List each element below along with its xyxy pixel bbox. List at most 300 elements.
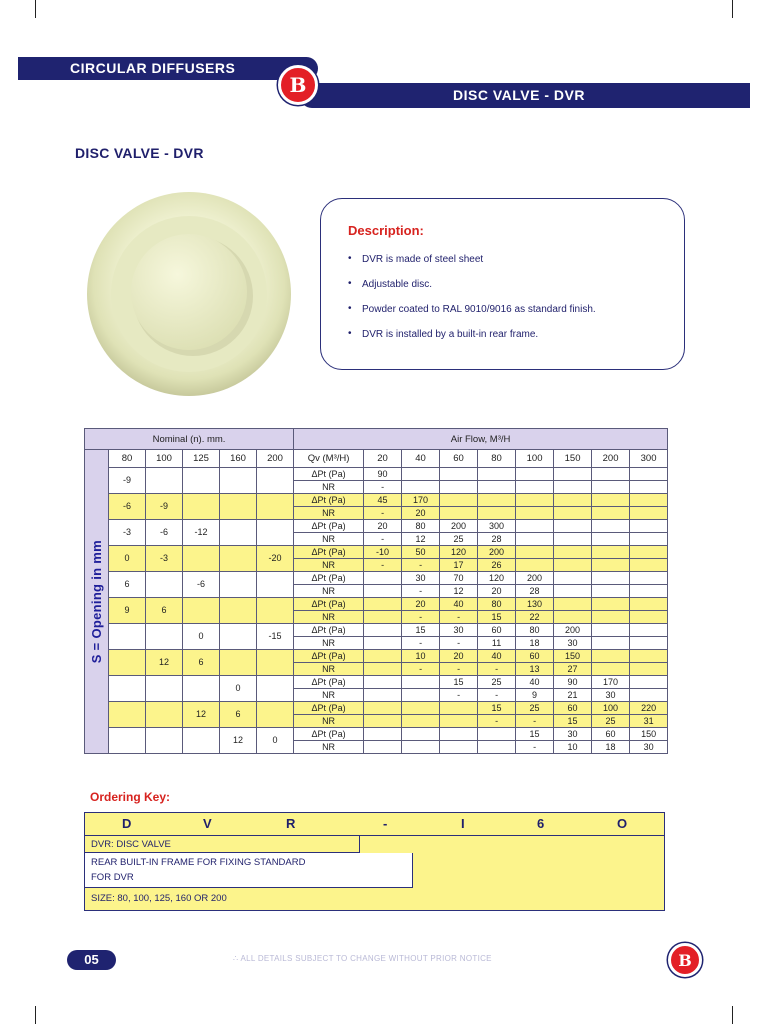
- nr-value: [630, 663, 668, 676]
- nr-value: -: [440, 689, 478, 702]
- dp-value: 170: [592, 676, 630, 689]
- dp-value: [440, 468, 478, 481]
- opening-cell: [183, 728, 220, 754]
- opening-cell: -6: [183, 572, 220, 598]
- nr-label: NR: [294, 559, 364, 572]
- ordering-line: SIZE: 80, 100, 125, 160 OR 200: [91, 893, 227, 904]
- dp-value: 50: [402, 546, 440, 559]
- nr-value: [478, 507, 516, 520]
- dp-label: ΔPt (Pa): [294, 624, 364, 637]
- nr-value: 20: [402, 507, 440, 520]
- flow-header: 60: [440, 450, 478, 468]
- dp-value: [402, 728, 440, 741]
- nr-label: NR: [294, 637, 364, 650]
- nr-value: 31: [630, 715, 668, 728]
- table-row: [85, 468, 668, 481]
- nr-value: [402, 715, 440, 728]
- dp-value: [630, 520, 668, 533]
- dp-value: 60: [478, 624, 516, 637]
- crop-mark: [35, 0, 36, 18]
- dp-value: 200: [554, 624, 592, 637]
- description-title: Description:: [348, 223, 424, 238]
- dp-value: 200: [478, 546, 516, 559]
- nr-value: [630, 481, 668, 494]
- nominal-header: Nominal (n). mm.: [85, 429, 294, 450]
- dp-value: [364, 702, 402, 715]
- nr-value: [516, 507, 554, 520]
- dp-label: ΔPt (Pa): [294, 676, 364, 689]
- opening-cell: 6: [146, 598, 183, 624]
- nr-value: [630, 559, 668, 572]
- nr-value: -: [440, 611, 478, 624]
- code-letter: 6: [537, 816, 545, 831]
- dp-value: [592, 520, 630, 533]
- nr-value: 30: [554, 637, 592, 650]
- dp-value: 25: [478, 676, 516, 689]
- nominal-size-header: 100: [146, 450, 183, 468]
- dp-label: ΔPt (Pa): [294, 650, 364, 663]
- nr-value: 26: [478, 559, 516, 572]
- nr-value: [630, 585, 668, 598]
- nr-value: 18: [516, 637, 554, 650]
- dp-value: 20: [402, 598, 440, 611]
- nr-value: -: [402, 559, 440, 572]
- opening-cell: [257, 520, 294, 546]
- dp-value: [440, 728, 478, 741]
- dp-value: [478, 494, 516, 507]
- nr-value: [516, 533, 554, 546]
- dp-value: 200: [440, 520, 478, 533]
- nr-value: 15: [478, 611, 516, 624]
- nr-value: -: [478, 689, 516, 702]
- dp-value: 40: [440, 598, 478, 611]
- nr-label: NR: [294, 507, 364, 520]
- dp-value: 60: [516, 650, 554, 663]
- nr-value: [402, 481, 440, 494]
- opening-cell: 9: [109, 598, 146, 624]
- flow-header: 300: [630, 450, 668, 468]
- nr-value: [516, 481, 554, 494]
- dp-value: 30: [402, 572, 440, 585]
- opening-cell: [183, 676, 220, 702]
- dp-value: 15: [402, 624, 440, 637]
- dp-value: [554, 598, 592, 611]
- opening-cell: [146, 702, 183, 728]
- dp-value: 80: [478, 598, 516, 611]
- nr-value: 28: [478, 533, 516, 546]
- nr-label: NR: [294, 715, 364, 728]
- nr-value: -: [516, 715, 554, 728]
- nr-value: [554, 507, 592, 520]
- opening-cell: [257, 676, 294, 702]
- nr-value: [554, 481, 592, 494]
- table-row: [85, 598, 668, 611]
- opening-cell: 6: [109, 572, 146, 598]
- dp-value: 20: [440, 650, 478, 663]
- opening-cell: [146, 728, 183, 754]
- opening-cell: 12: [220, 728, 257, 754]
- dp-value: 130: [516, 598, 554, 611]
- opening-cell: [257, 650, 294, 676]
- dp-value: [516, 468, 554, 481]
- nominal-size-header: 125: [183, 450, 220, 468]
- opening-cell: [257, 702, 294, 728]
- opening-cell: 12: [146, 650, 183, 676]
- opening-cell: -15: [257, 624, 294, 650]
- nr-value: [554, 533, 592, 546]
- dp-value: [478, 728, 516, 741]
- dp-value: 150: [554, 650, 592, 663]
- code-letter: I: [461, 816, 465, 831]
- dp-value: [364, 572, 402, 585]
- nr-value: -: [364, 559, 402, 572]
- dp-value: [554, 546, 592, 559]
- nr-value: [364, 637, 402, 650]
- nr-value: 11: [478, 637, 516, 650]
- opening-cell: [109, 676, 146, 702]
- dp-value: [364, 598, 402, 611]
- table-row: [85, 728, 668, 741]
- opening-cell: -9: [146, 494, 183, 520]
- nr-value: 12: [440, 585, 478, 598]
- nr-value: [630, 611, 668, 624]
- dp-value: 15: [516, 728, 554, 741]
- description-item: • Adjustable disc.: [348, 279, 596, 304]
- nr-value: -: [516, 741, 554, 754]
- flow-header: 200: [592, 450, 630, 468]
- flow-header: 150: [554, 450, 592, 468]
- nr-label: NR: [294, 611, 364, 624]
- table-row: [85, 572, 668, 585]
- table-row: [85, 650, 668, 663]
- dp-value: 150: [630, 728, 668, 741]
- opening-cell: [257, 468, 294, 494]
- nr-value: [364, 611, 402, 624]
- opening-cell: 0: [257, 728, 294, 754]
- nr-value: [592, 663, 630, 676]
- dp-value: [516, 494, 554, 507]
- product-title: DISC VALVE - DVR: [453, 87, 585, 103]
- nr-value: [554, 559, 592, 572]
- description-list: [348, 254, 596, 354]
- nr-value: -: [402, 637, 440, 650]
- dp-value: [592, 546, 630, 559]
- nr-value: -: [364, 533, 402, 546]
- dp-value: [630, 598, 668, 611]
- ordering-code: [85, 813, 664, 836]
- opening-cell: [183, 546, 220, 572]
- dp-value: 45: [364, 494, 402, 507]
- nr-value: [592, 481, 630, 494]
- opening-cell: 6: [220, 702, 257, 728]
- nr-value: 27: [554, 663, 592, 676]
- code-letter: O: [617, 816, 628, 831]
- dp-value: [364, 676, 402, 689]
- nr-value: [592, 585, 630, 598]
- nr-value: [592, 507, 630, 520]
- nominal-size-header: 160: [220, 450, 257, 468]
- opening-cell: [146, 572, 183, 598]
- dp-value: [364, 650, 402, 663]
- nr-value: -: [478, 663, 516, 676]
- nr-value: [630, 689, 668, 702]
- dp-label: ΔPt (Pa): [294, 546, 364, 559]
- dp-value: [554, 520, 592, 533]
- opening-cell: [109, 650, 146, 676]
- table-row: [85, 494, 668, 507]
- spec-table: [84, 428, 668, 754]
- opening-cell: [257, 572, 294, 598]
- dp-value: [440, 702, 478, 715]
- dp-value: 170: [402, 494, 440, 507]
- opening-cell: [146, 468, 183, 494]
- description-item: • DVR is made of steel sheet: [348, 254, 596, 279]
- dp-label: ΔPt (Pa): [294, 728, 364, 741]
- dp-value: 15: [478, 702, 516, 715]
- nr-value: [592, 637, 630, 650]
- opening-cell: 0: [183, 624, 220, 650]
- dp-value: [630, 624, 668, 637]
- opening-cell: -20: [257, 546, 294, 572]
- nr-value: [440, 507, 478, 520]
- flow-header: 80: [478, 450, 516, 468]
- ordering-key-title: Ordering Key:: [90, 790, 171, 804]
- dp-value: -10: [364, 546, 402, 559]
- disc-valve-image: [85, 190, 293, 398]
- dp-value: [592, 650, 630, 663]
- opening-cell: [220, 624, 257, 650]
- table-row: [85, 676, 668, 689]
- opening-cell: [109, 702, 146, 728]
- opening-cell: [183, 494, 220, 520]
- dp-value: 30: [554, 728, 592, 741]
- dp-value: [630, 494, 668, 507]
- nr-value: [364, 715, 402, 728]
- opening-cell: [220, 572, 257, 598]
- ordering-line: DVR: DISC VALVE: [91, 839, 171, 850]
- nominal-size-header: 80: [109, 450, 146, 468]
- nr-value: -: [402, 663, 440, 676]
- crop-mark: [732, 0, 733, 18]
- opening-cell: [220, 494, 257, 520]
- nr-value: [364, 585, 402, 598]
- ordering-line: REAR BUILT-IN FRAME FOR FIXING STANDARD: [91, 857, 306, 868]
- airflow-header: Air Flow, M³/H: [294, 429, 668, 450]
- nr-value: 22: [516, 611, 554, 624]
- description-item: • DVR is installed by a built-in rear frame.: [348, 329, 596, 354]
- table-row: [85, 546, 668, 559]
- crop-mark: [35, 1006, 36, 1024]
- dp-value: 100: [592, 702, 630, 715]
- dp-value: [402, 468, 440, 481]
- nr-label: NR: [294, 663, 364, 676]
- nr-value: [364, 689, 402, 702]
- side-label: S = Opening in mm: [89, 539, 104, 664]
- description-box: [320, 198, 685, 370]
- nominal-size-header: 200: [257, 450, 294, 468]
- opening-cell: [220, 520, 257, 546]
- dp-value: [592, 598, 630, 611]
- opening-cell: [109, 624, 146, 650]
- nr-value: [440, 741, 478, 754]
- code-letter: D: [122, 816, 132, 831]
- page-number: 05: [67, 950, 116, 970]
- nr-value: [630, 533, 668, 546]
- code-separator: -: [383, 816, 388, 831]
- opening-cell: [146, 624, 183, 650]
- flow-header: 40: [402, 450, 440, 468]
- nr-value: [402, 689, 440, 702]
- dp-value: [402, 702, 440, 715]
- nr-value: -: [364, 481, 402, 494]
- nr-value: -: [402, 585, 440, 598]
- dp-value: [554, 468, 592, 481]
- dp-value: 220: [630, 702, 668, 715]
- brand-logo: B: [278, 65, 318, 105]
- opening-cell: -6: [146, 520, 183, 546]
- dp-value: [630, 546, 668, 559]
- dp-value: [364, 728, 402, 741]
- opening-cell: [220, 598, 257, 624]
- dp-value: [440, 494, 478, 507]
- dp-value: [516, 546, 554, 559]
- nr-value: [630, 507, 668, 520]
- dp-value: [478, 468, 516, 481]
- nr-value: 30: [630, 741, 668, 754]
- nr-value: 18: [592, 741, 630, 754]
- table-row: [85, 702, 668, 715]
- opening-cell: [183, 598, 220, 624]
- opening-cell: [220, 546, 257, 572]
- opening-cell: [220, 650, 257, 676]
- flow-header: 20: [364, 450, 402, 468]
- nr-value: [364, 663, 402, 676]
- dp-value: [516, 520, 554, 533]
- dp-value: 60: [554, 702, 592, 715]
- dp-value: [554, 494, 592, 507]
- dp-value: 80: [402, 520, 440, 533]
- dp-value: [630, 676, 668, 689]
- category-title: CIRCULAR DIFFUSERS: [70, 60, 236, 76]
- section-title: DISC VALVE - DVR: [75, 145, 204, 161]
- dp-value: [592, 468, 630, 481]
- nr-value: 15: [554, 715, 592, 728]
- opening-cell: -9: [109, 468, 146, 494]
- dp-value: [364, 624, 402, 637]
- description-item: • Powder coated to RAL 9010/9016 as standard finish.: [348, 304, 596, 329]
- dp-label: ΔPt (Pa): [294, 702, 364, 715]
- dp-value: [630, 650, 668, 663]
- dp-value: 200: [516, 572, 554, 585]
- opening-cell: [220, 468, 257, 494]
- nr-value: 9: [516, 689, 554, 702]
- crop-mark: [732, 1006, 733, 1024]
- nr-value: 28: [516, 585, 554, 598]
- opening-cell: 6: [183, 650, 220, 676]
- nr-value: [592, 611, 630, 624]
- nr-value: [440, 715, 478, 728]
- opening-cell: [109, 728, 146, 754]
- dp-value: [592, 624, 630, 637]
- nr-value: [554, 611, 592, 624]
- nr-value: 25: [440, 533, 478, 546]
- dp-label: ΔPt (Pa): [294, 572, 364, 585]
- footer-note: ∴ ALL DETAILS SUBJECT TO CHANGE WITHOUT PRIOR NOTICE: [233, 954, 492, 963]
- nr-value: 12: [402, 533, 440, 546]
- dp-label: ΔPt (Pa): [294, 494, 364, 507]
- dp-value: 20: [364, 520, 402, 533]
- nr-value: [478, 741, 516, 754]
- dp-value: 25: [516, 702, 554, 715]
- nr-value: [478, 481, 516, 494]
- flow-header: 100: [516, 450, 554, 468]
- nr-value: -: [478, 715, 516, 728]
- nr-value: [364, 741, 402, 754]
- nr-value: [592, 533, 630, 546]
- nr-label: NR: [294, 533, 364, 546]
- opening-cell: -6: [109, 494, 146, 520]
- dp-value: [592, 494, 630, 507]
- ordering-key-box: [84, 812, 665, 911]
- dp-value: [630, 468, 668, 481]
- dp-value: 300: [478, 520, 516, 533]
- opening-cell: [257, 494, 294, 520]
- dp-value: 40: [478, 650, 516, 663]
- nr-value: 30: [592, 689, 630, 702]
- dp-value: 15: [440, 676, 478, 689]
- dp-value: 40: [516, 676, 554, 689]
- dp-value: [554, 572, 592, 585]
- opening-cell: 0: [220, 676, 257, 702]
- opening-cell: [146, 676, 183, 702]
- code-letter: V: [203, 816, 212, 831]
- dp-value: [592, 572, 630, 585]
- nr-value: [592, 559, 630, 572]
- dp-value: 10: [402, 650, 440, 663]
- nr-value: -: [440, 663, 478, 676]
- dp-value: 120: [440, 546, 478, 559]
- dp-label: ΔPt (Pa): [294, 468, 364, 481]
- nr-label: NR: [294, 585, 364, 598]
- opening-cell: [183, 468, 220, 494]
- nr-label: NR: [294, 689, 364, 702]
- nr-value: [630, 637, 668, 650]
- dp-label: ΔPt (Pa): [294, 520, 364, 533]
- code-row-frame: [85, 853, 413, 888]
- dp-value: [630, 572, 668, 585]
- opening-cell: -12: [183, 520, 220, 546]
- opening-cell: 12: [183, 702, 220, 728]
- nr-value: [402, 741, 440, 754]
- nr-value: -: [402, 611, 440, 624]
- product-band: [300, 83, 750, 108]
- side-label-cell: [85, 450, 109, 754]
- nr-label: NR: [294, 481, 364, 494]
- nr-value: -: [440, 637, 478, 650]
- nr-value: 20: [478, 585, 516, 598]
- dp-value: [402, 676, 440, 689]
- nr-value: 13: [516, 663, 554, 676]
- dp-value: 80: [516, 624, 554, 637]
- nr-value: [440, 481, 478, 494]
- dp-label: ΔPt (Pa): [294, 598, 364, 611]
- dp-value: 70: [440, 572, 478, 585]
- opening-cell: -3: [146, 546, 183, 572]
- ordering-line: FOR DVR: [91, 872, 134, 883]
- nr-value: 21: [554, 689, 592, 702]
- table-row: [85, 624, 668, 637]
- opening-cell: [257, 598, 294, 624]
